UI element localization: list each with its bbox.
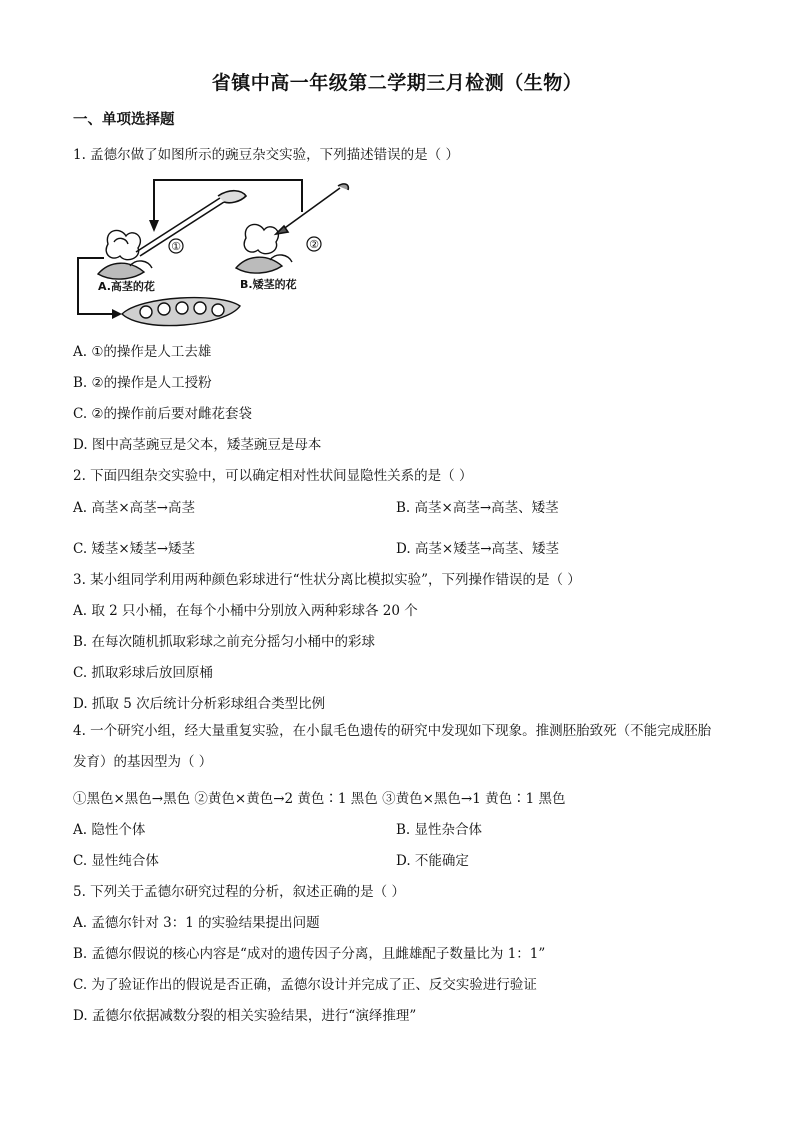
q1-option-d[interactable]: D. 图中高茎豌豆是父本，矮茎豌豆是母本 xyxy=(73,437,322,453)
question-4-stem: 4. 一个研究小组，经大量重复实验，在小鼠毛色遗传的研究中发现如下现象。推测胚胎致死（不能完成胚胎发育）的基因型为（ ） xyxy=(73,723,712,770)
q1-option-a[interactable]: A. ①的操作是人工去雄 xyxy=(73,344,212,360)
question-5-stem: 5. 下列关于孟德尔研究过程的分析，叙述正确的是（ ） xyxy=(73,884,405,900)
q2-option-c[interactable]: C. 矮茎×矮茎→矮茎 xyxy=(73,541,196,557)
q4-option-b[interactable]: B. 显性杂合体 xyxy=(396,822,483,838)
question-3-stem: 3. 某小组同学利用两种颜色彩球进行“性状分离比模拟实验”，下列操作错误的是（ ） xyxy=(73,572,581,588)
mark-1: ① xyxy=(171,240,181,253)
q5-option-d[interactable]: D. 孟德尔依据减数分裂的相关实验结果，进行“演绎推理” xyxy=(73,1008,417,1024)
q1-option-c[interactable]: C. ②的操作前后要对雌花套袋 xyxy=(73,406,253,422)
q3-option-d[interactable]: D. 抓取 5 次后统计分析彩球组合类型比例 xyxy=(73,696,326,712)
question-2-stem: 2. 下面四组杂交实验中，可以确定相对性状间显隐性关系的是（ ） xyxy=(73,468,473,484)
question-1-stem: 1. 孟德尔做了如图所示的豌豆杂交实验，下列描述错误的是（ ） xyxy=(73,147,459,163)
tall-pea-flower xyxy=(98,230,152,279)
q4-option-d[interactable]: D. 不能确定 xyxy=(396,853,469,869)
page-title: 省镇中高一年级第二学期三月检测（生物） xyxy=(211,72,583,94)
q4-option-c[interactable]: C. 显性纯合体 xyxy=(73,853,159,869)
q5-option-c[interactable]: C. 为了验证作出的假说是否正确，孟德尔设计并完成了正、反交实验进行验证 xyxy=(73,977,537,993)
pea-pod xyxy=(122,298,240,326)
q5-option-b[interactable]: B. 孟德尔假说的核心内容是“成对的遗传因子分离，且雌雄配子数量比为 1：1” xyxy=(73,946,546,962)
q3-option-c[interactable]: C. 抓取彩球后放回原桶 xyxy=(73,665,213,681)
q3-option-b[interactable]: B. 在每次随机抓取彩球之前充分摇匀小桶中的彩球 xyxy=(73,634,376,650)
q2-option-a[interactable]: A. 高茎×高茎→高茎 xyxy=(73,500,195,516)
q2-option-b[interactable]: B. 高茎×高茎→高茎、矮茎 xyxy=(396,500,559,516)
mark-2: ② xyxy=(309,238,319,251)
q5-option-a[interactable]: A. 孟德尔针对 3：1 的实验结果提出问题 xyxy=(73,915,320,931)
section-heading: 一、单项选择题 xyxy=(73,112,175,128)
pea-cross-figure xyxy=(70,174,370,350)
q4-option-a[interactable]: A. 隐性个体 xyxy=(73,822,146,838)
question-4-data: ①黑色×黑色→黑色 ②黄色×黄色→2 黄色∶1 黑色 ③黄色×黑色→1 黄色∶1 黑色 xyxy=(73,791,566,807)
label-tall-flower: A.高茎的花 xyxy=(98,280,155,293)
q1-option-b[interactable]: B. ②的操作是人工授粉 xyxy=(73,375,212,391)
label-dwarf-flower: B.矮茎的花 xyxy=(240,278,297,291)
q3-option-a[interactable]: A. 取 2 只小桶，在每个小桶中分别放入两种彩球各 20 个 xyxy=(73,603,418,619)
pea-cross-illustration xyxy=(70,174,370,350)
q2-option-d[interactable]: D. 高茎×矮茎→高茎、矮茎 xyxy=(396,541,560,557)
